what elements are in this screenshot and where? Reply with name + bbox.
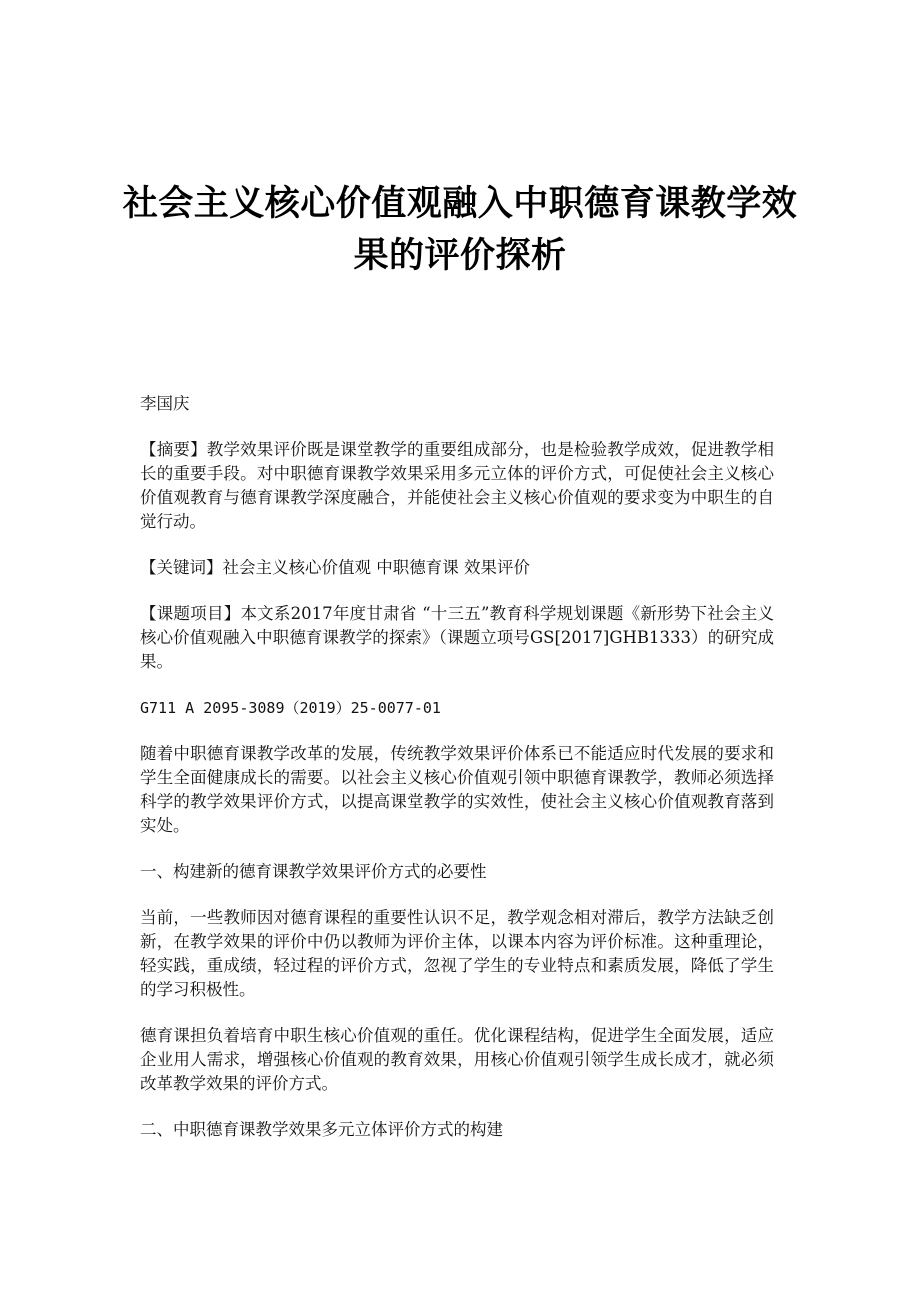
article-body (140, 392, 774, 1164)
section-heading-2: 二、中职德育课教学效果多元立体评价方式的构建 (140, 1120, 503, 1139)
body-paragraph-current-situation: 当前，一些教师因对德育课程的重要性认识不足，教学观念相对滞后，教学方法缺乏创新，在教学效果的评价中仍以教师为评价主体，以课本内容为评价标准。这种重理论，轻实践，重成绩，轻过程的评价方式，忽视了学生的专业特点和素质发展，降低了学生的学习积极性。 (140, 908, 774, 999)
article-title: 社会主义核心价值观融入中职德育课教学效果的评价探析 (122, 183, 798, 276)
body-paragraph-intro: 随着中职德育课教学改革的发展，传统教学效果评价体系已不能适应时代发展的要求和学生全面健康成长的需要。以社会主义核心价值观引领中职德育课教学，教师必须选择科学的教学效果评价方式，以提高课堂教学的实效性，使社会主义核心价值观教育落到实处。 (140, 744, 774, 835)
author-name: 李国庆 (140, 394, 190, 413)
section-heading-1: 一、构建新的德育课教学效果评价方式的必要性 (140, 862, 487, 881)
body-paragraph-responsibility: 德育课担负着培育中职生核心价值观的重任。优化课程结构，促进学生全面发展，适应企业用人需求，增强核心价值观的教育效果，用核心价值观引领学生成长成才，就必须改革教学效果的评价方式。 (140, 1026, 774, 1093)
project-paragraph: 【课题项目】本文系2017年度甘肃省 “十三五”教育科学规划课题《新形势下社会主义核心价值观融入中职德育课教学的探索》（课题立项号GS[2017]GHB1333）的研究成果。 (140, 604, 774, 671)
keywords-paragraph: 【关键词】社会主义核心价值观 中职德育课 效果评价 (140, 558, 530, 577)
classification-line: G711 A 2095-3089（2019）25-0077-01 (140, 699, 441, 717)
abstract-paragraph: 【摘要】教学效果评价既是课堂教学的重要组成部分，也是检验教学成效，促进教学相长的重要手段。对中职德育课教学效果采用多元立体的评价方式，可促使社会主义核心价值观教育与德育课教学深度融合，并能使社会主义核心价值观的要求变为中职生的自觉行动。 (140, 440, 774, 531)
